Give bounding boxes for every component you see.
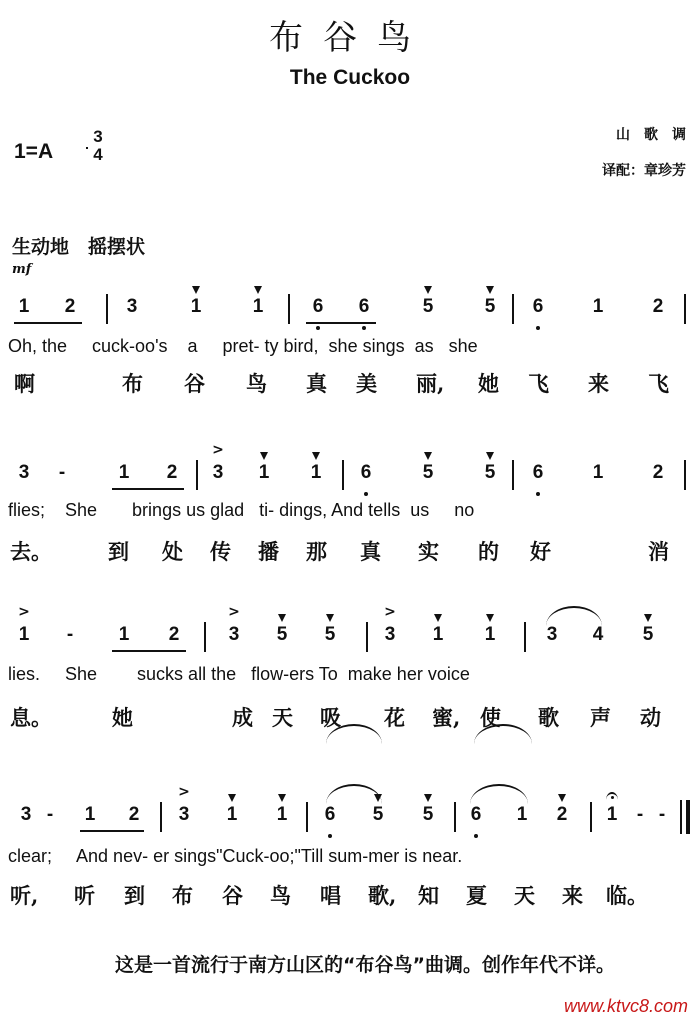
note: 4 xyxy=(592,624,604,645)
lyric-chinese: 来 xyxy=(588,371,609,396)
credit-origin: 山 歌 调 xyxy=(616,127,686,143)
lyric-chinese: 吸 xyxy=(320,705,341,730)
staff-2 xyxy=(0,444,700,604)
lyric-chinese: 声 xyxy=(590,705,611,730)
song-title-chinese: 布谷鸟 xyxy=(269,18,431,58)
note: 1 xyxy=(484,624,496,645)
note: 6 xyxy=(532,462,544,483)
barline xyxy=(288,294,290,324)
note: 6 xyxy=(324,804,336,825)
note: 5 xyxy=(484,462,496,483)
lyric-chinese: 谷 xyxy=(184,371,205,396)
note: 3 xyxy=(546,624,558,645)
song-note: 这是一首流行于南方山区的“布谷鸟”曲调。创作年代不详。 xyxy=(115,954,615,976)
note: 5 xyxy=(276,624,288,645)
accent-mark: > xyxy=(18,604,30,620)
lyric-chinese: 使 xyxy=(480,705,501,730)
barline xyxy=(306,802,308,832)
fermata-dot xyxy=(611,796,614,799)
note: 1 xyxy=(226,804,238,825)
lyric-chinese: 她 xyxy=(478,371,499,396)
note: 6 xyxy=(358,296,370,317)
lyric-chinese: 鸟 xyxy=(270,883,291,908)
barline xyxy=(196,460,198,490)
lyric-chinese: 息。 xyxy=(10,705,52,730)
note: 5 xyxy=(324,624,336,645)
slur xyxy=(470,784,528,804)
underline xyxy=(112,650,186,652)
note: 1 xyxy=(190,296,202,317)
barline xyxy=(106,294,108,324)
lyric-chinese: 成 xyxy=(232,705,253,730)
underline xyxy=(14,322,82,324)
barline xyxy=(590,802,592,832)
song-title-english: The Cuckoo xyxy=(289,66,411,89)
staccato-mark xyxy=(486,452,494,460)
lyric-chinese: 那 xyxy=(306,539,327,564)
staff-4 xyxy=(0,786,700,946)
underline xyxy=(80,830,144,832)
staff-3 xyxy=(0,606,700,766)
lyric-chinese: 去。 xyxy=(10,539,52,564)
lyric-chinese: 布 xyxy=(122,371,143,396)
lyric-chinese: 来 xyxy=(562,883,583,908)
note: 2 xyxy=(556,804,568,825)
staccato-mark xyxy=(326,614,334,622)
note: 1 xyxy=(606,804,618,825)
note: 1 xyxy=(592,462,604,483)
low-octave-dot xyxy=(474,834,478,838)
note: 3 xyxy=(18,462,30,483)
note: 5 xyxy=(372,804,384,825)
note: 5 xyxy=(422,804,434,825)
note: 1 xyxy=(592,296,604,317)
staccato-mark xyxy=(424,794,432,802)
note: 3 xyxy=(178,804,190,825)
note: 2 xyxy=(652,462,664,483)
lyric-chinese: 她 xyxy=(112,705,133,730)
note: 2 xyxy=(168,624,180,645)
underline xyxy=(112,488,184,490)
note: 1 xyxy=(84,804,96,825)
lyric-chinese: 听, xyxy=(10,883,39,908)
note: 5 xyxy=(422,462,434,483)
barline xyxy=(204,622,206,652)
barline xyxy=(524,622,526,652)
final-barline-thick xyxy=(686,800,690,834)
barline xyxy=(160,802,162,832)
note: 1 xyxy=(310,462,322,483)
low-octave-dot xyxy=(536,492,540,496)
credit-translator: 译配：章珍芳 xyxy=(602,163,686,179)
staccato-mark xyxy=(486,286,494,294)
lyric-chinese: 实 xyxy=(418,539,439,564)
note: - xyxy=(658,804,666,825)
lyric-chinese: 知 xyxy=(418,883,439,908)
time-signature xyxy=(86,128,110,164)
low-octave-dot xyxy=(364,492,368,496)
staccato-mark xyxy=(312,452,320,460)
final-barline-thin xyxy=(680,800,682,834)
lyrics-english: lies. She sucks all the flow-ers To make her voice xyxy=(8,664,470,684)
lyric-chinese: 传 xyxy=(210,539,231,564)
note: 3 xyxy=(126,296,138,317)
lyric-chinese: 夏 xyxy=(466,883,487,908)
note: 2 xyxy=(64,296,76,317)
note: 2 xyxy=(128,804,140,825)
staccato-mark xyxy=(228,794,236,802)
barline xyxy=(684,460,686,490)
staccato-mark xyxy=(278,614,286,622)
note: 3 xyxy=(228,624,240,645)
lyric-chinese: 谷 xyxy=(222,883,243,908)
note: 5 xyxy=(422,296,434,317)
lyric-chinese: 鸟 xyxy=(246,371,267,396)
staccato-mark xyxy=(558,794,566,802)
note: 1 xyxy=(516,804,528,825)
note: 5 xyxy=(484,296,496,317)
note: 1 xyxy=(118,462,130,483)
barline xyxy=(512,294,514,324)
lyric-chinese: 动 xyxy=(640,705,661,730)
note: 2 xyxy=(166,462,178,483)
accent-mark: > xyxy=(228,604,240,620)
staccato-mark xyxy=(278,794,286,802)
lyric-chinese: 处 xyxy=(162,539,183,564)
note: - xyxy=(46,804,54,825)
underline xyxy=(306,322,376,324)
staccato-mark xyxy=(644,614,652,622)
lyric-chinese: 到 xyxy=(124,883,145,908)
lyric-chinese: 唱 xyxy=(320,883,341,908)
lyrics-english: clear; And nev- er sings"Cuck-oo;"Till sum-mer is near. xyxy=(8,846,463,866)
note: 3 xyxy=(384,624,396,645)
lyric-chinese: 听 xyxy=(74,883,95,908)
note: - xyxy=(66,624,74,645)
lyric-chinese: 歌 xyxy=(538,705,559,730)
staccato-mark xyxy=(374,794,382,802)
lyric-chinese: 临。 xyxy=(606,883,648,908)
note: 2 xyxy=(652,296,664,317)
lyric-chinese: 到 xyxy=(108,539,129,564)
accent-mark: > xyxy=(212,442,224,458)
staccato-mark xyxy=(424,452,432,460)
note: 6 xyxy=(532,296,544,317)
low-octave-dot xyxy=(362,326,366,330)
barline xyxy=(454,802,456,832)
note: 6 xyxy=(360,462,372,483)
slur xyxy=(546,606,602,626)
note: 1 xyxy=(18,624,30,645)
note: 1 xyxy=(258,462,270,483)
barline xyxy=(684,294,686,324)
low-octave-dot xyxy=(536,326,540,330)
lyric-chinese: 真 xyxy=(306,371,327,396)
lyric-chinese: 啊 xyxy=(14,371,35,396)
note: 1 xyxy=(252,296,264,317)
lyric-chinese: 天 xyxy=(514,883,535,908)
barline xyxy=(366,622,368,652)
note: 6 xyxy=(312,296,324,317)
staccato-mark xyxy=(424,286,432,294)
note: - xyxy=(58,462,66,483)
lyric-chinese: 歌, xyxy=(368,883,397,908)
lyric-chinese: 美 xyxy=(356,371,377,396)
staff-1 xyxy=(0,280,700,440)
lyric-chinese: 飞 xyxy=(648,371,669,396)
staccato-mark xyxy=(486,614,494,622)
lyric-chinese: 飞 xyxy=(528,371,549,396)
note: 3 xyxy=(212,462,224,483)
lyric-chinese: 布 xyxy=(172,883,193,908)
barline xyxy=(342,460,344,490)
accent-mark: > xyxy=(384,604,396,620)
staccato-mark xyxy=(434,614,442,622)
note: 6 xyxy=(470,804,482,825)
lyric-chinese: 消 xyxy=(648,539,669,564)
note: 1 xyxy=(276,804,288,825)
low-octave-dot xyxy=(328,834,332,838)
lyric-chinese: 丽, xyxy=(416,371,445,396)
lyric-chinese: 花 xyxy=(384,705,405,730)
lyrics-english: flies; She brings us glad ti- dings, And tells us no xyxy=(8,500,475,520)
low-octave-dot xyxy=(316,326,320,330)
time-signature-bottom: 4 xyxy=(93,145,103,164)
note: 5 xyxy=(642,624,654,645)
barline xyxy=(512,460,514,490)
key-signature: 1=A xyxy=(14,140,54,163)
note: - xyxy=(636,804,644,825)
staccato-mark xyxy=(254,286,262,294)
staccato-mark xyxy=(192,286,200,294)
note: 1 xyxy=(18,296,30,317)
accent-mark: > xyxy=(178,784,190,800)
lyric-chinese: 蜜, xyxy=(432,705,461,730)
note: 1 xyxy=(432,624,444,645)
time-signature-top: 3 xyxy=(93,127,103,146)
lyric-chinese: 真 xyxy=(360,539,381,564)
lyric-chinese: 好 xyxy=(530,539,551,564)
note: 1 xyxy=(118,624,130,645)
dynamic-marking: mf xyxy=(12,262,32,277)
time-signature-bar xyxy=(86,147,88,149)
lyric-chinese: 的 xyxy=(478,539,499,564)
tempo-marking: 生动地 摇摆状 xyxy=(12,236,146,258)
note: 3 xyxy=(20,804,32,825)
lyrics-english: Oh, the cuck-oo's a pret- ty bird, she sings as she xyxy=(8,336,478,356)
staccato-mark xyxy=(260,452,268,460)
watermark: www.ktvc8.com xyxy=(563,996,688,1016)
lyric-chinese: 天 xyxy=(272,705,293,730)
lyric-chinese: 播 xyxy=(258,539,279,564)
